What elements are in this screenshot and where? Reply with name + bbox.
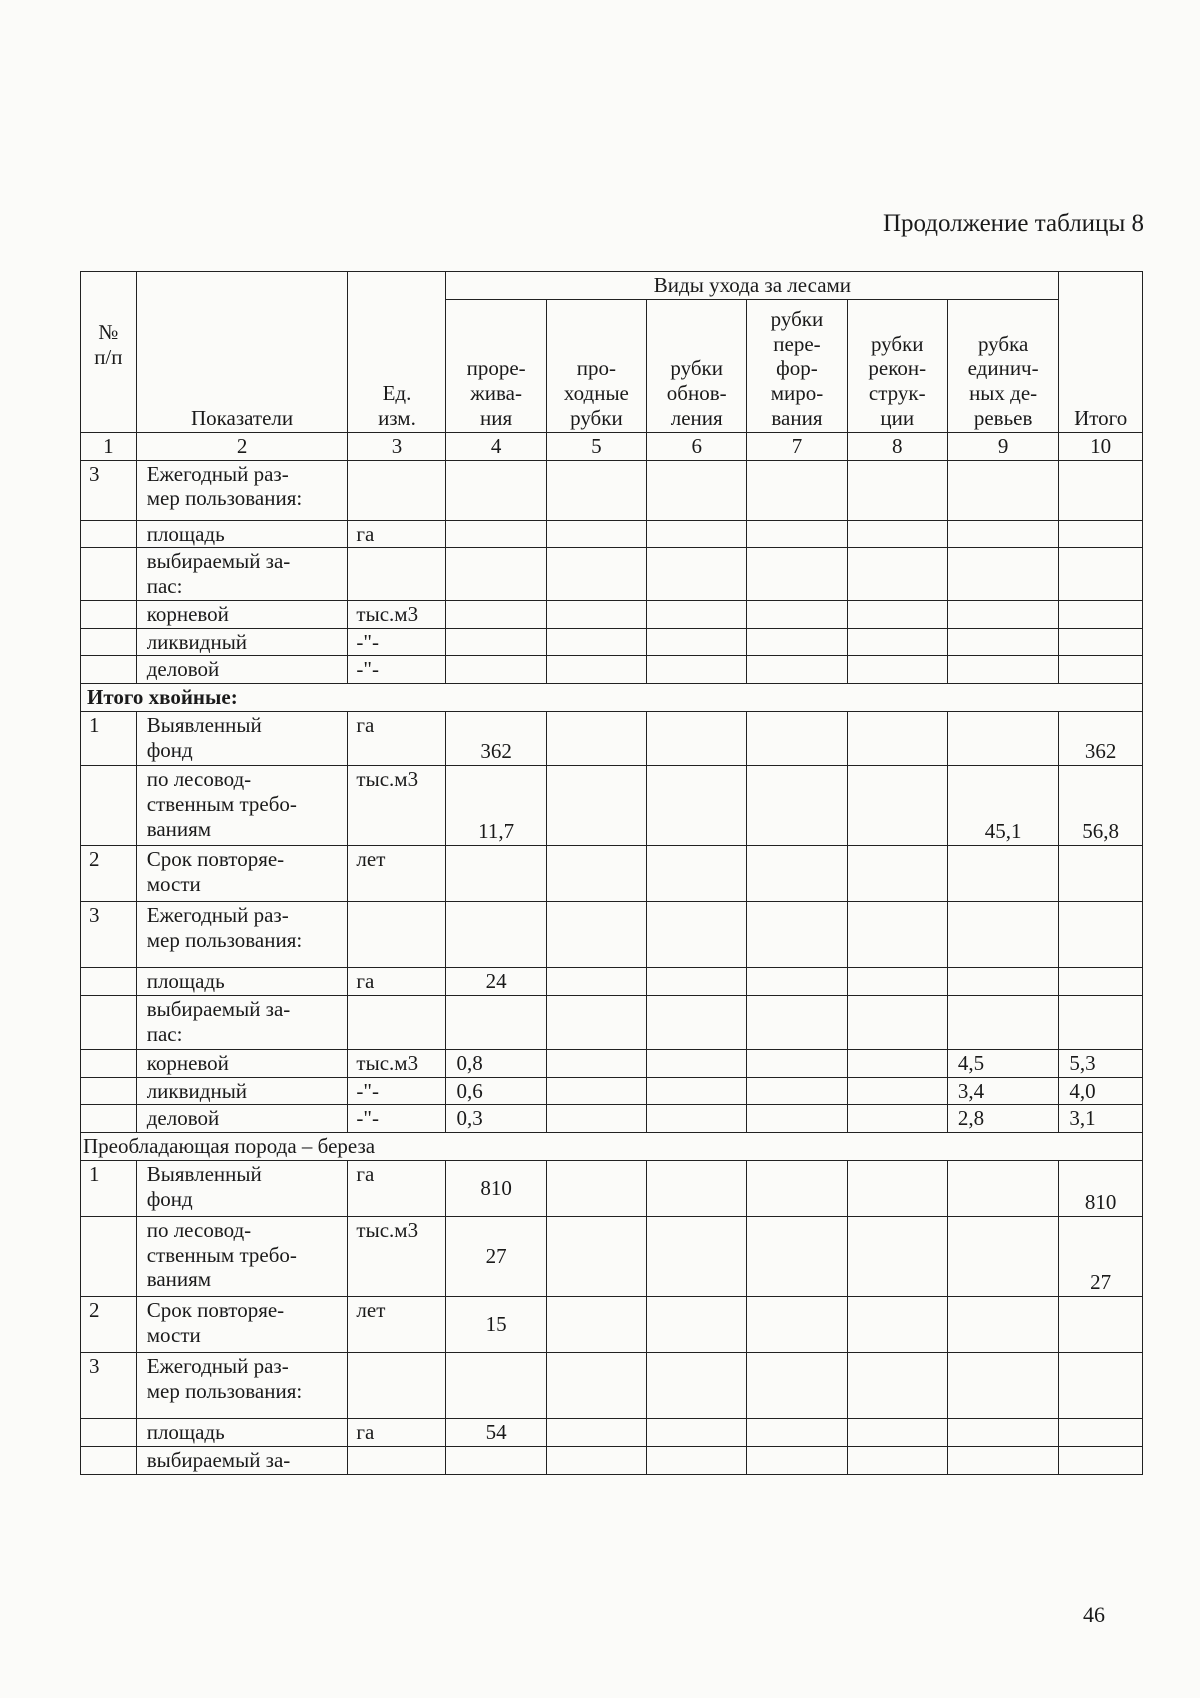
col-number: 9 [947, 432, 1058, 460]
value-cell: 0,6 [446, 1077, 546, 1105]
header-total: Итого [1059, 272, 1143, 433]
table-row [81, 1296, 1143, 1352]
indicator-label: по лесовод- ственным требо- ваниям [136, 1216, 348, 1296]
col-number: 8 [847, 432, 947, 460]
table-row [81, 600, 1143, 628]
unit-cell: -"- [348, 656, 446, 684]
table-row [81, 846, 1143, 902]
table-row [81, 1049, 1143, 1077]
row-number: 2 [81, 846, 137, 902]
col-number: 7 [747, 432, 847, 460]
indicator-label: выбираемый за- [136, 1446, 348, 1474]
header-renewal-cutting: рубки обнов- ления [647, 299, 747, 432]
col-number: 2 [136, 432, 348, 460]
header-single-tree-cutting: рубка единич- ных де- ревьев [947, 299, 1058, 432]
indicator-label: корневой [136, 1049, 348, 1077]
section-title-birch: Преобладающая порода – береза [81, 1133, 1143, 1161]
total-cell: 27 [1059, 1216, 1143, 1296]
value-cell: 45,1 [947, 766, 1058, 846]
col-number: 6 [647, 432, 747, 460]
unit-cell: -"- [348, 1077, 446, 1105]
table-row [81, 1077, 1143, 1105]
value-cell: 24 [446, 968, 546, 996]
indicator-label: корневой [136, 600, 348, 628]
indicator-label: деловой [136, 656, 348, 684]
indicator-label: по лесовод- ственным требо- ваниям [136, 766, 348, 846]
indicator-label: выбираемый за- пас: [136, 995, 348, 1049]
unit-cell: -"- [348, 628, 446, 656]
value-cell: 0,3 [446, 1105, 546, 1133]
table-row [81, 766, 1143, 846]
indicator-label: Ежегодный раз- мер пользования: [136, 460, 348, 520]
table-row [81, 995, 1143, 1049]
header-reconstruction-cutting: рубки рекон- струк- ции [847, 299, 947, 432]
table-row [81, 460, 1143, 520]
column-numbers-row [81, 432, 1143, 460]
total-cell: 3,1 [1059, 1105, 1143, 1133]
indicator-label: площадь [136, 520, 348, 548]
total-cell: 5,3 [1059, 1049, 1143, 1077]
table-row [81, 1418, 1143, 1446]
unit-cell: га [348, 712, 446, 766]
table-continuation-caption: Продолжение таблицы 8 [882, 210, 1144, 237]
indicator-label: Выявленный фонд [136, 1160, 348, 1216]
indicator-label: выбираемый за- пас: [136, 548, 348, 601]
header-care-types: Виды ухода за лесами [446, 272, 1059, 300]
indicator-label: ликвидный [136, 628, 348, 656]
unit-cell: га [348, 968, 446, 996]
table-row [81, 1216, 1143, 1296]
value-cell: 3,4 [947, 1077, 1058, 1105]
col-number: 1 [81, 432, 137, 460]
table-row [81, 1105, 1143, 1133]
indicator-label: Срок повторяе- мости [136, 846, 348, 902]
header-indicators: Показатели [136, 272, 348, 433]
header-passage-cutting: про- ходные рубки [546, 299, 646, 432]
indicator-label: площадь [136, 1418, 348, 1446]
table-row [81, 1352, 1143, 1418]
value-cell: 11,7 [446, 766, 546, 846]
header-unit: Ед. изм. [348, 272, 446, 433]
row-number: 3 [81, 1352, 137, 1418]
table-row [81, 1446, 1143, 1474]
total-cell: 810 [1059, 1160, 1143, 1216]
row-number: 2 [81, 1296, 137, 1352]
table-row [81, 520, 1143, 548]
indicator-label: Срок повторяе- мости [136, 1296, 348, 1352]
table-row [81, 1160, 1143, 1216]
forest-care-table [80, 271, 1143, 1475]
indicator-label: деловой [136, 1105, 348, 1133]
header-number: № п/п [81, 272, 137, 433]
table-row [81, 628, 1143, 656]
section-title-conifers: Итого хвойные: [81, 684, 1143, 712]
total-cell: 362 [1059, 712, 1143, 766]
value-cell: 15 [446, 1296, 546, 1352]
unit-cell: -"- [348, 1105, 446, 1133]
value-cell: 27 [446, 1216, 546, 1296]
value-cell: 54 [446, 1418, 546, 1446]
indicator-label: площадь [136, 968, 348, 996]
indicator-label: ликвидный [136, 1077, 348, 1105]
indicator-label: Ежегодный раз- мер пользования: [136, 1352, 348, 1418]
table-row [81, 656, 1143, 684]
total-cell: 4,0 [1059, 1077, 1143, 1105]
value-cell: 4,5 [947, 1049, 1058, 1077]
unit-cell: га [348, 1418, 446, 1446]
section-row [81, 1133, 1143, 1161]
header-row-top [81, 272, 1143, 300]
value-cell: 0,8 [446, 1049, 546, 1077]
section-row [81, 684, 1143, 712]
header-reformation-cutting: рубки пере- фор- миро- вания [747, 299, 847, 432]
value-cell: 2,8 [947, 1105, 1058, 1133]
table-row [81, 902, 1143, 968]
unit-cell: га [348, 520, 446, 548]
indicator-label: Выявленный фонд [136, 712, 348, 766]
page-number: 46 [1083, 1602, 1105, 1627]
row-number: 3 [81, 902, 137, 968]
indicator-label: Ежегодный раз- мер пользования: [136, 902, 348, 968]
col-number: 3 [348, 432, 446, 460]
row-number: 1 [81, 1160, 137, 1216]
col-number: 5 [546, 432, 646, 460]
col-number: 10 [1059, 432, 1143, 460]
row-number: 3 [81, 460, 137, 520]
unit-cell: тыс.м3 [348, 1049, 446, 1077]
col-number: 4 [446, 432, 546, 460]
unit-cell: тыс.м3 [348, 600, 446, 628]
total-cell: 56,8 [1059, 766, 1143, 846]
unit-cell: лет [348, 1296, 446, 1352]
header-thinning: проре- жива- ния [446, 299, 546, 432]
value-cell: 810 [446, 1160, 546, 1216]
table-row [81, 548, 1143, 601]
unit-cell: га [348, 1160, 446, 1216]
unit-cell: тыс.м3 [348, 766, 446, 846]
value-cell: 362 [446, 712, 546, 766]
unit-cell: лет [348, 846, 446, 902]
unit-cell: тыс.м3 [348, 1216, 446, 1296]
table-row [81, 712, 1143, 766]
table-row [81, 968, 1143, 996]
row-number: 1 [81, 712, 137, 766]
